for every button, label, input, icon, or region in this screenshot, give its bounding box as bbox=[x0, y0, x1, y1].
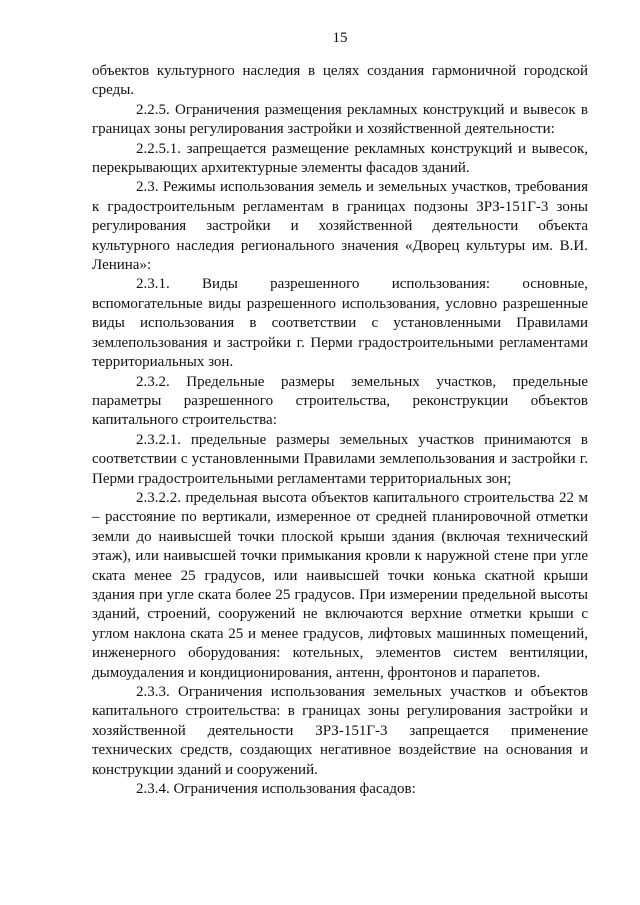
document-body bbox=[92, 62, 588, 799]
paragraph: 2.2.5. Ограничения размещения рекламных конструкций и вывесок в границах зоны регулирования застройки и хозяйственной деятельности: bbox=[92, 101, 588, 138]
paragraph: 2.3. Режимы использования земель и земельных участков, требования к градостроительным регламентам в границах подзоны ЗРЗ-151Г-3 зоны регулирования застройки и хозяйственной деятельности объекта культурного наследия регионального значения «Дворец культуры им. В.И. Ленина»: bbox=[92, 179, 588, 274]
paragraph: 2.3.2. Предельные размеры земельных участков, предельные параметры разрешенного строительства, реконструкции объектов капитального строительства: bbox=[92, 373, 588, 429]
paragraph: 2.3.2.1. предельные размеры земельных участков принимаются в соответствии с установленными Правилами землепользования и застройки г. Перми градостроительными регламентами территориальных зон; bbox=[92, 431, 588, 487]
page-number: 15 bbox=[332, 30, 348, 46]
paragraph: 2.3.3. Ограничения использования земельных участков и объектов капитального строительства: в границах зоны регулирования застройки и хозяйственной деятельности ЗРЗ-151Г-3 запрещается применение технических средств, создающих негативное воздействие на основания и конструкции зданий и сооружений. bbox=[92, 684, 588, 778]
paragraph: объектов культурного наследия в целях создания гармоничной городской среды. bbox=[92, 63, 588, 99]
paragraph: 2.3.4. Ограничения использования фасадов: bbox=[136, 781, 416, 798]
paragraph: 2.2.5.1. запрещается размещение рекламных конструкций и вывесок, перекрывающих архитектурные элементы фасадов зданий. bbox=[92, 140, 588, 177]
paragraph: 2.3.1. Виды разрешенного использования: основные, вспомогательные виды разрешенного использования, условно разрешенные виды использования в соответствии с установленными Правилами землепользования и застройки г. Перми градостроительными регламентами территориальных зон. bbox=[92, 276, 588, 371]
paragraph: 2.3.2.2. предельная высота объектов капитального строительства 22 м – расстояние по вертикали, измеренное от средней планировочной отметки земли до наивысшей точки плоской крыши здания (включая технический этаж), или наивысшей точки примыкания кровли к наружной стене при угле ската менее 25 градусов, или наивысшей точки конька скатной крыши здания при угле ската более 25 градусов. При измерении предельной высоты зданий, строений, сооружений не включаются верхние отметки крыши с углом наклона ската 25 и менее градусов, лифтовых машинных помещений, инженерного оборудования: котельных, элементов систем вентиляции, дымоудаления и кондиционирования, антенн, фронтонов и парапетов. bbox=[92, 489, 588, 681]
